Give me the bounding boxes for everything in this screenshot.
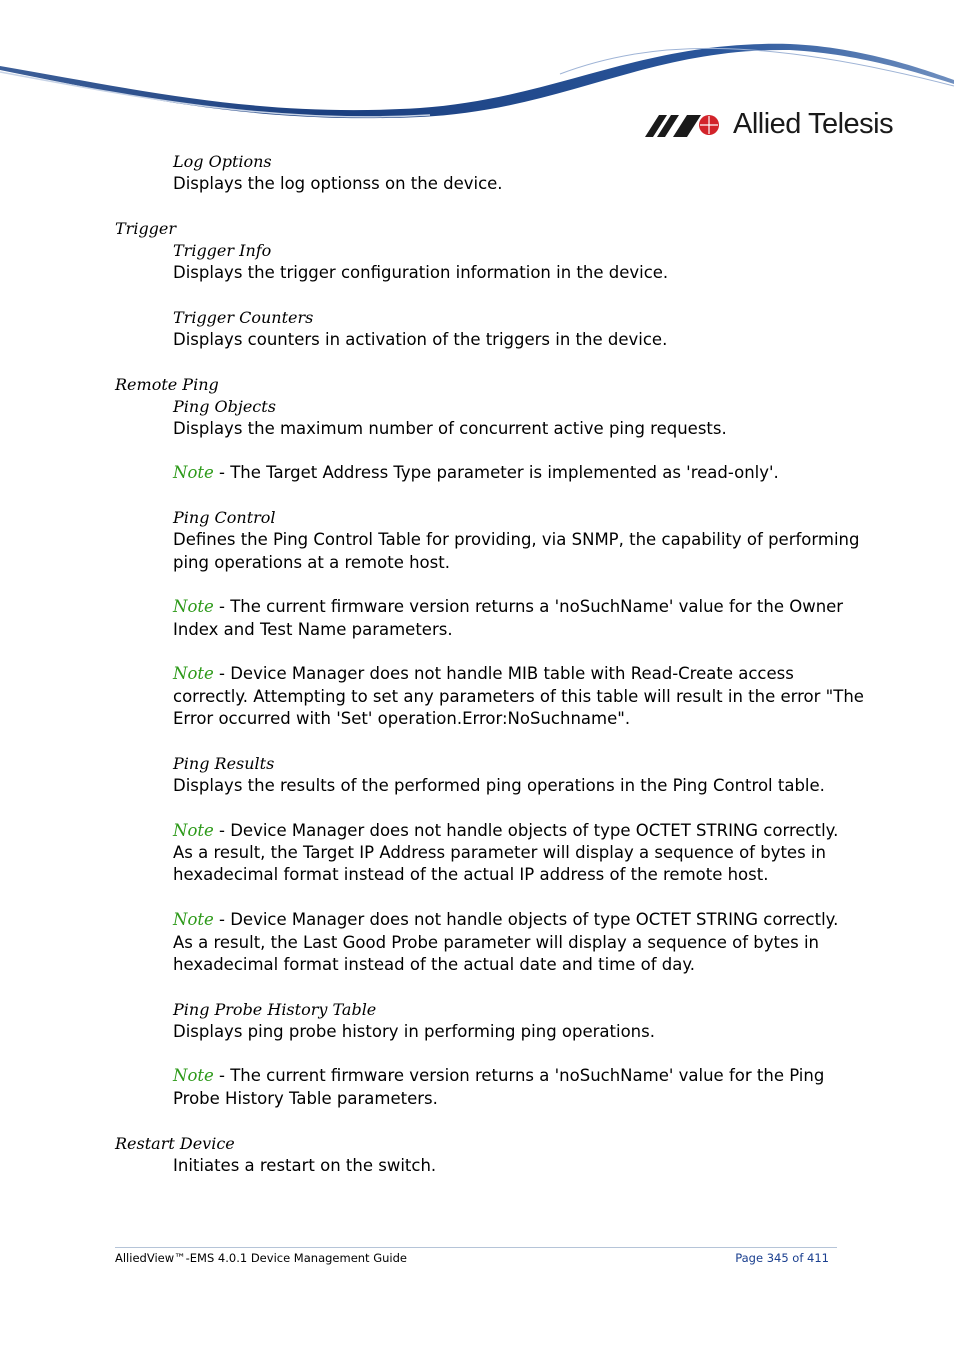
ping-control-note1-line1 xyxy=(173,596,843,619)
ping-objects-note xyxy=(173,462,779,485)
logo-mark-icon xyxy=(645,109,725,141)
note-text: - Device Manager does not handle MIB table with Read-Create access xyxy=(213,664,794,683)
ping-history-note-line2: Probe History Table parameters. xyxy=(173,1089,438,1108)
ping-results-note1-line3: hexadecimal format instead of the actual IP address of the remote host. xyxy=(173,865,769,884)
ping-control-note1-line2: Index and Test Name parameters. xyxy=(173,620,453,639)
ping-objects-heading: Ping Objects xyxy=(173,397,276,416)
trigger-info-desc: Displays the trigger configuration information in the device. xyxy=(173,263,669,282)
note-label: Note xyxy=(173,463,214,482)
note-text: - Device Manager does not handle objects of type OCTET STRING correctly. xyxy=(213,821,839,840)
log-options-heading: Log Options xyxy=(173,152,272,171)
ping-control-note2-line2: correctly. Attempting to set any parameters of this table will result in the error "The xyxy=(173,687,864,706)
ping-results-note2-line3: hexadecimal format instead of the actual date and time of day. xyxy=(173,955,696,974)
ping-results-heading: Ping Results xyxy=(173,754,275,773)
ping-results-note1-line2: As a result, the Target IP Address parameter will display a sequence of bytes in xyxy=(173,843,826,862)
note-text: - The Target Address Type parameter is implemented as 'read-only'. xyxy=(213,463,779,482)
allied-telesis-logo xyxy=(645,108,893,141)
ping-control-note2-line1 xyxy=(173,663,794,686)
footer-doc-title: AlliedView™-EMS 4.0.1 Device Management Guide xyxy=(115,1251,407,1265)
note-label: Note xyxy=(173,910,214,929)
note-text: - Device Manager does not handle objects of type OCTET STRING correctly. xyxy=(213,910,839,929)
ping-control-desc-line1: Defines the Ping Control Table for providing, via SNMP, the capability of performing xyxy=(173,530,860,549)
footer-divider xyxy=(115,1247,837,1248)
note-label: Note xyxy=(173,821,214,840)
ping-objects-desc: Displays the maximum number of concurrent active ping requests. xyxy=(173,419,727,438)
ping-control-note2-line3: Error occurred with 'Set' operation.Error:NoSuchname". xyxy=(173,709,631,728)
footer-page-number: Page 345 of 411 xyxy=(735,1251,829,1265)
note-text: - The current firmware version returns a 'noSuchName' value for the Owner xyxy=(213,597,844,616)
trigger-heading: Trigger xyxy=(115,219,177,238)
ping-control-heading: Ping Control xyxy=(173,508,276,527)
remote-ping-heading: Remote Ping xyxy=(115,375,219,394)
ping-history-note-line1 xyxy=(173,1065,824,1088)
trigger-counters-heading: Trigger Counters xyxy=(173,308,314,327)
ping-control-desc-line2: ping operations at a remote host. xyxy=(173,553,450,572)
note-label: Note xyxy=(173,597,214,616)
trigger-info-heading: Trigger Info xyxy=(173,241,272,260)
note-label: Note xyxy=(173,1066,214,1085)
restart-device-heading: Restart Device xyxy=(115,1134,235,1153)
ping-results-desc: Displays the results of the performed ping operations in the Ping Control table. xyxy=(173,776,825,795)
brand-name: Allied Telesis xyxy=(733,108,894,140)
note-text: - The current firmware version returns a 'noSuchName' value for the Ping xyxy=(213,1066,825,1085)
ping-results-note2-line2: As a result, the Last Good Probe parameter will display a sequence of bytes in xyxy=(173,933,820,952)
ping-history-desc: Displays ping probe history in performing ping operations. xyxy=(173,1022,655,1041)
log-options-desc: Displays the log optionss on the device. xyxy=(173,174,503,193)
ping-history-heading: Ping Probe History Table xyxy=(173,1000,377,1019)
ping-results-note1-line1 xyxy=(173,820,838,843)
restart-device-desc: Initiates a restart on the switch. xyxy=(173,1156,437,1175)
note-label: Note xyxy=(173,664,214,683)
ping-results-note2-line1 xyxy=(173,909,838,932)
trigger-counters-desc: Displays counters in activation of the triggers in the device. xyxy=(173,330,668,349)
